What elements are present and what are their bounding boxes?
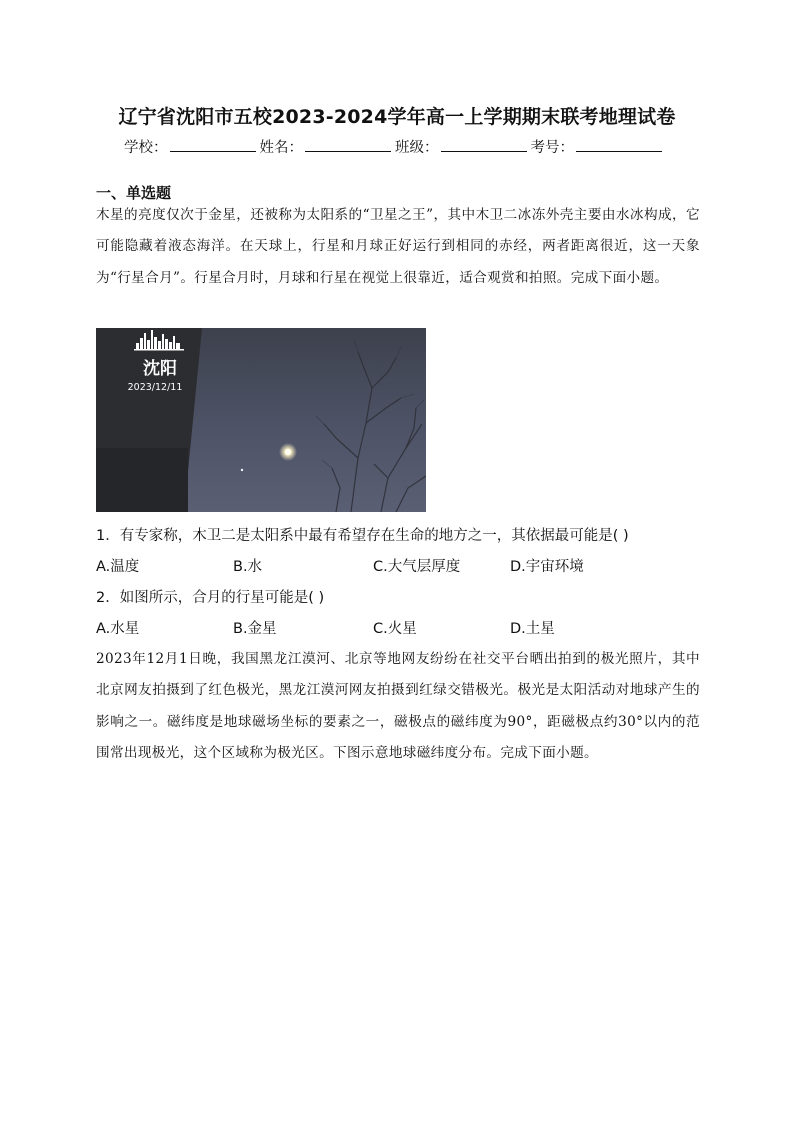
school-label: 学校： — [124, 140, 168, 156]
name-blank[interactable] — [305, 137, 391, 152]
passage-aurora: 2023年12月1日晚，我国黑龙江漠河、北京等地网友纷纷在社交平台晒出拍到的极光照片，其中北京网友拍摄到了红色极光，黑龙江漠河网友拍摄到红绿交错极光。极光是太阳活动对地球产生的影响之一。磁纬度是地球磁场坐标的要素之一，磁极点的磁纬度为90°，距磁极点约30°以内的范围常出现极光，这个区域称为极光区。下图示意地球磁纬度分布。完成下面小题。 — [96, 651, 700, 762]
photo-city-label: 沈阳 — [143, 359, 177, 379]
school-field — [124, 136, 256, 157]
q2-option-c[interactable]: C.火星 — [373, 621, 417, 637]
class-blank[interactable] — [441, 137, 527, 152]
passage-jupiter: 木星的亮度仅次于金星，还被称为太阳系的“卫星之王”，其中木卫二冰冻外壳主要由水冰构成，它可能隐藏着液态海洋。在天球上，行星和月球正好运行到相同的赤经，两者距离很近，这一天象为“行星合月”。行星合月时，月球和行星在视觉上很靠近，适合观赏和拍照。完成下面小题。 — [96, 207, 700, 286]
q1-option-c[interactable]: C.大气层厚度 — [373, 559, 461, 575]
q1-option-b[interactable]: B.水 — [233, 559, 263, 575]
exam-number-label: 考号： — [530, 140, 574, 156]
q2-option-b[interactable]: B.金星 — [233, 621, 277, 637]
exam-title: 辽宁省沈阳市五校2023-2024学年高一上学期期末联考地理试卷 — [118, 106, 676, 128]
class-field — [395, 136, 527, 157]
school-blank[interactable] — [170, 137, 256, 152]
name-field — [260, 136, 392, 157]
question-2-options — [96, 617, 696, 637]
question-1-options — [96, 555, 696, 575]
night-sky-photo — [96, 328, 426, 512]
name-label: 姓名： — [259, 140, 303, 156]
student-info-row — [124, 136, 666, 157]
section-title: 一、单选题 — [96, 184, 172, 202]
q2-option-d[interactable]: D.土星 — [510, 621, 555, 637]
q2-option-a[interactable]: A.水星 — [96, 621, 140, 637]
exam-number-blank[interactable] — [576, 137, 662, 152]
class-label: 班级： — [395, 140, 439, 156]
q1-option-a[interactable]: A.温度 — [96, 559, 140, 575]
q1-option-d[interactable]: D.宇宙环境 — [510, 559, 584, 575]
question-1: 1．有专家称，木卫二是太阳系中最有希望存在生命的地方之一，其依据最可能是( ) — [96, 528, 629, 544]
photo-date-label: 2023/12/11 — [127, 382, 183, 393]
exam-number-field — [531, 136, 663, 157]
question-2: 2．如图所示，合月的行星可能是( ) — [96, 590, 325, 606]
